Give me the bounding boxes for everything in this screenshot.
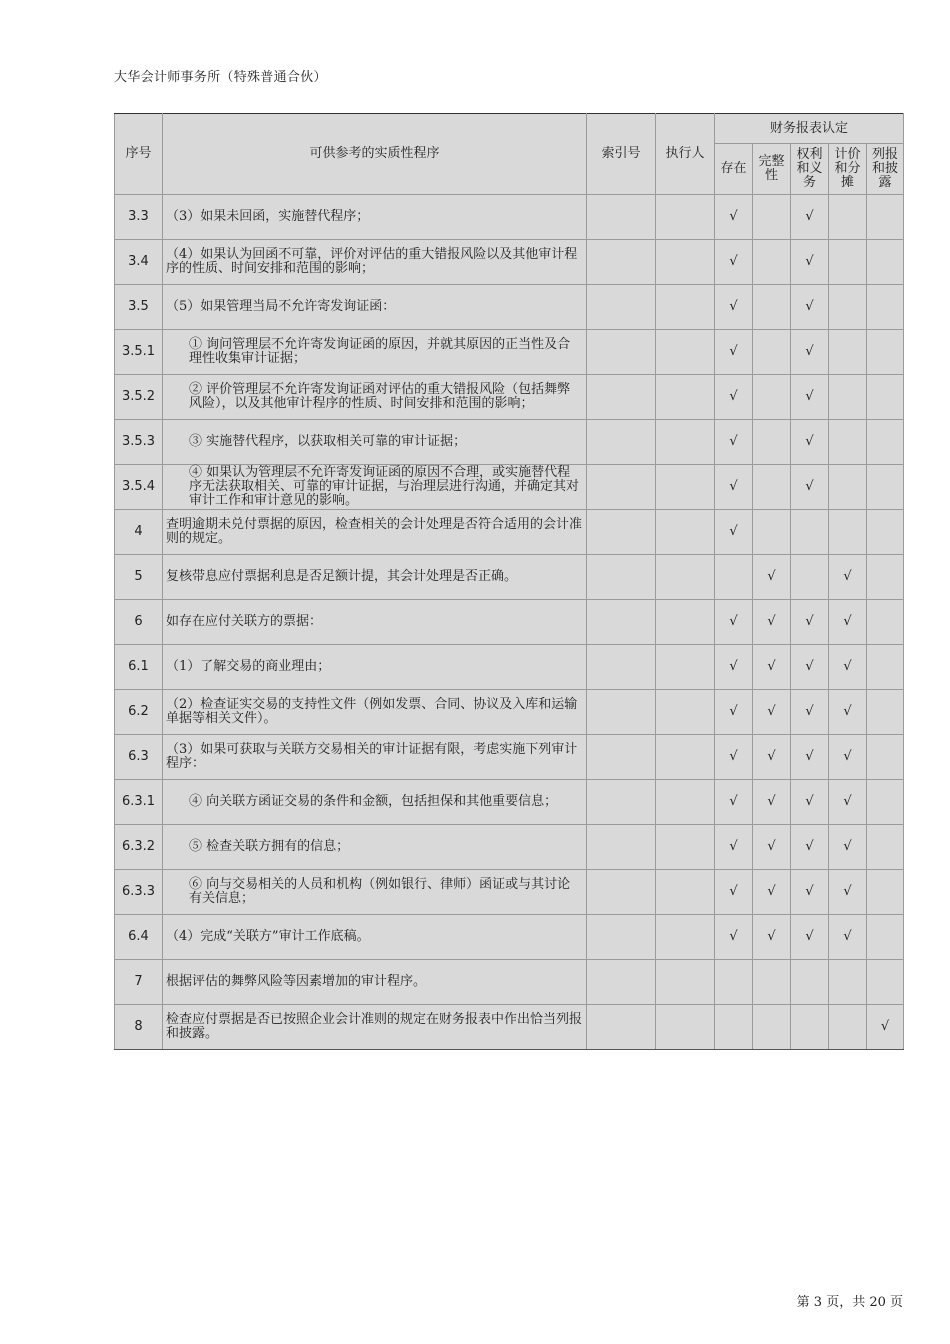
index-cell[interactable] bbox=[587, 420, 656, 465]
check-cell-valuation bbox=[829, 1005, 867, 1050]
check-cell-existence bbox=[715, 690, 753, 735]
check-cell-valuation bbox=[829, 420, 867, 465]
check-cell-completeness bbox=[753, 420, 791, 465]
check-cell-existence bbox=[715, 1005, 753, 1050]
check-cell-existence bbox=[715, 285, 753, 330]
check-cell-completeness bbox=[753, 555, 791, 600]
check-mark-icon: √ bbox=[805, 614, 814, 629]
procedure-text: （4）完成“关联方”审计工作底稿。 bbox=[163, 915, 587, 960]
check-mark-icon: √ bbox=[805, 479, 814, 494]
index-cell[interactable] bbox=[587, 285, 656, 330]
header-assertion-presentation: 列报和披露 bbox=[867, 144, 904, 195]
check-mark-icon: √ bbox=[729, 704, 738, 719]
check-cell-valuation bbox=[829, 555, 867, 600]
executor-cell[interactable] bbox=[656, 960, 715, 1005]
table-row bbox=[115, 960, 904, 1005]
procedure-text: 复核带息应付票据利息是否足额计提，其会计处理是否正确。 bbox=[163, 555, 587, 600]
check-cell-rights bbox=[791, 285, 829, 330]
row-number: 3.5.4 bbox=[115, 465, 163, 510]
check-cell-rights bbox=[791, 780, 829, 825]
procedure-table bbox=[114, 113, 904, 1050]
check-cell-rights bbox=[791, 825, 829, 870]
index-cell[interactable] bbox=[587, 915, 656, 960]
table-row bbox=[115, 1005, 904, 1050]
check-cell-presentation bbox=[867, 330, 904, 375]
executor-cell[interactable] bbox=[656, 735, 715, 780]
index-cell[interactable] bbox=[587, 735, 656, 780]
check-cell-rights bbox=[791, 240, 829, 285]
check-cell-valuation bbox=[829, 330, 867, 375]
row-number: 6.1 bbox=[115, 645, 163, 690]
check-cell-completeness bbox=[753, 465, 791, 510]
procedure-text: （3）如果可获取与关联方交易相关的审计证据有限，考虑实施下列审计程序： bbox=[163, 735, 587, 780]
check-cell-valuation bbox=[829, 510, 867, 555]
check-cell-presentation bbox=[867, 825, 904, 870]
table-row bbox=[115, 420, 904, 465]
index-cell[interactable] bbox=[587, 510, 656, 555]
check-cell-existence bbox=[715, 960, 753, 1005]
check-cell-completeness bbox=[753, 330, 791, 375]
check-cell-rights bbox=[791, 375, 829, 420]
page-number: 第 3 页，共 20 页 bbox=[796, 1295, 903, 1310]
procedure-text: 如存在应付关联方的票据： bbox=[163, 600, 587, 645]
check-cell-rights bbox=[791, 870, 829, 915]
table-row bbox=[115, 780, 904, 825]
check-cell-rights bbox=[791, 915, 829, 960]
procedure-text: ⑤ 检查关联方拥有的信息； bbox=[163, 825, 587, 870]
check-cell-existence bbox=[715, 600, 753, 645]
check-cell-completeness bbox=[753, 960, 791, 1005]
row-number: 6.3.1 bbox=[115, 780, 163, 825]
check-cell-valuation bbox=[829, 825, 867, 870]
check-mark-icon: √ bbox=[805, 794, 814, 809]
check-cell-completeness bbox=[753, 600, 791, 645]
check-cell-valuation bbox=[829, 690, 867, 735]
table-row bbox=[115, 465, 904, 510]
check-cell-existence bbox=[715, 870, 753, 915]
table-row bbox=[115, 240, 904, 285]
check-cell-completeness bbox=[753, 915, 791, 960]
procedure-text: ④ 如果认为管理层不允许寄发询证函的原因不合理，或实施替代程序无法获取相关、可靠的审计证据，与治理层进行沟通，并确定其对审计工作和审计意见的影响。 bbox=[163, 465, 587, 510]
check-cell-valuation bbox=[829, 960, 867, 1005]
row-number: 3.5 bbox=[115, 285, 163, 330]
check-mark-icon: √ bbox=[843, 839, 852, 854]
check-mark-icon: √ bbox=[805, 704, 814, 719]
index-cell[interactable] bbox=[587, 600, 656, 645]
check-cell-rights bbox=[791, 195, 829, 240]
row-number: 8 bbox=[115, 1005, 163, 1050]
check-mark-icon: √ bbox=[843, 749, 852, 764]
firm-name: 大华会计师事务所（特殊普通合伙） bbox=[114, 70, 327, 85]
check-mark-icon: √ bbox=[729, 884, 738, 899]
table-row bbox=[115, 690, 904, 735]
check-cell-existence bbox=[715, 195, 753, 240]
check-mark-icon: √ bbox=[805, 929, 814, 944]
check-cell-valuation bbox=[829, 780, 867, 825]
executor-cell[interactable] bbox=[656, 285, 715, 330]
executor-cell[interactable] bbox=[656, 915, 715, 960]
table-row bbox=[115, 285, 904, 330]
check-cell-existence bbox=[715, 420, 753, 465]
header-index: 索引号 bbox=[587, 114, 656, 195]
procedure-text: ① 询问管理层不允许寄发询证函的原因，并就其原因的正当性及合理性收集审计证据； bbox=[163, 330, 587, 375]
check-mark-icon: √ bbox=[729, 749, 738, 764]
procedure-text: ⑥ 向与交易相关的人员和机构（例如银行、律师）函证或与其讨论有关信息； bbox=[163, 870, 587, 915]
check-mark-icon: √ bbox=[729, 209, 738, 224]
check-mark-icon: √ bbox=[880, 1019, 890, 1034]
check-cell-presentation bbox=[867, 375, 904, 420]
check-cell-completeness bbox=[753, 285, 791, 330]
table-row bbox=[115, 330, 904, 375]
check-mark-icon: √ bbox=[767, 929, 776, 944]
check-cell-existence bbox=[715, 825, 753, 870]
check-cell-completeness bbox=[753, 690, 791, 735]
check-mark-icon: √ bbox=[767, 614, 776, 629]
check-mark-icon: √ bbox=[805, 659, 814, 674]
index-cell[interactable] bbox=[587, 375, 656, 420]
check-cell-presentation bbox=[867, 510, 904, 555]
header-procedure: 可供参考的实质性程序 bbox=[163, 114, 587, 195]
check-cell-presentation bbox=[867, 195, 904, 240]
check-cell-completeness bbox=[753, 870, 791, 915]
procedure-text: （4）如果认为回函不可靠，评价对评估的重大错报风险以及其他审计程序的性质、时间安排和范围的影响； bbox=[163, 240, 587, 285]
header-seq: 序号 bbox=[115, 114, 163, 195]
table-row bbox=[115, 870, 904, 915]
check-mark-icon: √ bbox=[729, 434, 738, 449]
check-mark-icon: √ bbox=[843, 614, 852, 629]
index-cell[interactable] bbox=[587, 690, 656, 735]
check-mark-icon: √ bbox=[729, 794, 738, 809]
check-cell-presentation bbox=[867, 780, 904, 825]
procedure-text: （3）如果未回函，实施替代程序； bbox=[163, 195, 587, 240]
index-cell[interactable] bbox=[587, 780, 656, 825]
check-cell-rights bbox=[791, 465, 829, 510]
check-cell-existence bbox=[715, 735, 753, 780]
executor-cell[interactable] bbox=[656, 825, 715, 870]
row-number: 6.3.3 bbox=[115, 870, 163, 915]
index-cell[interactable] bbox=[587, 240, 656, 285]
executor-cell[interactable] bbox=[656, 645, 715, 690]
procedure-text: （1）了解交易的商业理由； bbox=[163, 645, 587, 690]
procedure-text: ③ 实施替代程序，以获取相关可靠的审计证据； bbox=[163, 420, 587, 465]
check-cell-presentation bbox=[867, 240, 904, 285]
check-cell-completeness bbox=[753, 510, 791, 555]
check-mark-icon: √ bbox=[805, 209, 814, 224]
check-cell-presentation bbox=[867, 285, 904, 330]
index-cell[interactable] bbox=[587, 465, 656, 510]
executor-cell[interactable] bbox=[656, 555, 715, 600]
check-mark-icon: √ bbox=[805, 299, 814, 314]
check-cell-valuation bbox=[829, 735, 867, 780]
check-mark-icon: √ bbox=[767, 704, 776, 719]
check-mark-icon: √ bbox=[729, 524, 738, 539]
header-assertion-valuation: 计价和分摊 bbox=[829, 144, 867, 195]
check-mark-icon: √ bbox=[767, 794, 776, 809]
row-number: 5 bbox=[115, 555, 163, 600]
row-number: 3.5.3 bbox=[115, 420, 163, 465]
check-cell-completeness bbox=[753, 240, 791, 285]
table-row bbox=[115, 510, 904, 555]
index-cell[interactable] bbox=[587, 1005, 656, 1050]
check-mark-icon: √ bbox=[729, 479, 738, 494]
procedure-text: （2）检查证实交易的支持性文件（例如发票、合同、协议及入库和运输单据等相关文件）。 bbox=[163, 690, 587, 735]
header-assertions-group: 财务报表认定 bbox=[715, 114, 904, 144]
check-cell-completeness bbox=[753, 780, 791, 825]
check-cell-presentation bbox=[867, 915, 904, 960]
row-number: 6 bbox=[115, 600, 163, 645]
check-mark-icon: √ bbox=[843, 704, 852, 719]
row-number: 3.3 bbox=[115, 195, 163, 240]
check-cell-valuation bbox=[829, 915, 867, 960]
index-cell[interactable] bbox=[587, 645, 656, 690]
executor-cell[interactable] bbox=[656, 375, 715, 420]
row-number: 4 bbox=[115, 510, 163, 555]
check-mark-icon: √ bbox=[767, 839, 776, 854]
check-cell-completeness bbox=[753, 1005, 791, 1050]
check-mark-icon: √ bbox=[729, 614, 738, 629]
row-number: 3.5.2 bbox=[115, 375, 163, 420]
table-row bbox=[115, 375, 904, 420]
check-mark-icon: √ bbox=[729, 929, 738, 944]
check-mark-icon: √ bbox=[767, 749, 776, 764]
check-mark-icon: √ bbox=[767, 659, 776, 674]
check-cell-rights bbox=[791, 555, 829, 600]
check-mark-icon: √ bbox=[843, 929, 852, 944]
executor-cell[interactable] bbox=[656, 420, 715, 465]
header-executor: 执行人 bbox=[656, 114, 715, 195]
procedure-text: 查明逾期未兑付票据的原因，检查相关的会计处理是否符合适用的会计准则的规定。 bbox=[163, 510, 587, 555]
executor-cell[interactable] bbox=[656, 600, 715, 645]
check-cell-existence bbox=[715, 330, 753, 375]
row-number: 3.5.1 bbox=[115, 330, 163, 375]
check-cell-completeness bbox=[753, 375, 791, 420]
table-row bbox=[115, 195, 904, 240]
executor-cell[interactable] bbox=[656, 870, 715, 915]
check-mark-icon: √ bbox=[767, 884, 776, 899]
check-mark-icon: √ bbox=[805, 839, 814, 854]
index-cell[interactable] bbox=[587, 825, 656, 870]
check-cell-rights bbox=[791, 960, 829, 1005]
header-assertion-completeness: 完整性 bbox=[753, 144, 791, 195]
row-number: 6.4 bbox=[115, 915, 163, 960]
table-row bbox=[115, 915, 904, 960]
executor-cell[interactable] bbox=[656, 195, 715, 240]
check-cell-rights bbox=[791, 600, 829, 645]
index-cell[interactable] bbox=[587, 555, 656, 600]
check-cell-rights bbox=[791, 645, 829, 690]
index-cell[interactable] bbox=[587, 870, 656, 915]
check-cell-existence bbox=[715, 240, 753, 285]
row-number: 6.3.2 bbox=[115, 825, 163, 870]
check-mark-icon: √ bbox=[729, 389, 738, 404]
check-mark-icon: √ bbox=[805, 749, 814, 764]
check-cell-completeness bbox=[753, 825, 791, 870]
row-number: 6.3 bbox=[115, 735, 163, 780]
executor-cell[interactable] bbox=[656, 465, 715, 510]
check-mark-icon: √ bbox=[843, 569, 852, 584]
check-mark-icon: √ bbox=[805, 254, 814, 269]
check-cell-existence bbox=[715, 915, 753, 960]
check-cell-rights bbox=[791, 735, 829, 780]
check-mark-icon: √ bbox=[805, 884, 814, 899]
executor-cell[interactable] bbox=[656, 330, 715, 375]
check-mark-icon: √ bbox=[843, 794, 852, 809]
check-cell-valuation bbox=[829, 375, 867, 420]
check-cell-rights bbox=[791, 1005, 829, 1050]
check-cell-presentation bbox=[867, 735, 904, 780]
check-mark-icon: √ bbox=[805, 389, 814, 404]
check-cell-rights bbox=[791, 330, 829, 375]
check-mark-icon: √ bbox=[729, 659, 738, 674]
check-cell-rights bbox=[791, 510, 829, 555]
check-cell-valuation bbox=[829, 240, 867, 285]
check-cell-valuation bbox=[829, 465, 867, 510]
table-row bbox=[115, 735, 904, 780]
check-cell-presentation bbox=[867, 1005, 904, 1050]
executor-cell[interactable] bbox=[656, 690, 715, 735]
check-cell-existence bbox=[715, 555, 753, 600]
table-row bbox=[115, 645, 904, 690]
check-mark-icon: √ bbox=[805, 344, 814, 359]
check-mark-icon: √ bbox=[729, 344, 738, 359]
check-cell-presentation bbox=[867, 870, 904, 915]
check-cell-presentation bbox=[867, 960, 904, 1005]
check-cell-valuation bbox=[829, 195, 867, 240]
check-cell-completeness bbox=[753, 195, 791, 240]
check-cell-completeness bbox=[753, 645, 791, 690]
check-cell-rights bbox=[791, 420, 829, 465]
header-assertion-rights: 权利和义务 bbox=[791, 144, 829, 195]
procedure-text: 检查应付票据是否已按照企业会计准则的规定在财务报表中作出恰当列报和披露。 bbox=[163, 1005, 587, 1050]
check-cell-completeness bbox=[753, 735, 791, 780]
check-cell-rights bbox=[791, 690, 829, 735]
executor-cell[interactable] bbox=[656, 780, 715, 825]
procedure-text: 根据评估的舞弊风险等因素增加的审计程序。 bbox=[163, 960, 587, 1005]
check-cell-valuation bbox=[829, 645, 867, 690]
check-mark-icon: √ bbox=[729, 254, 738, 269]
check-cell-presentation bbox=[867, 690, 904, 735]
header-assertion-existence: 存在 bbox=[715, 144, 753, 195]
check-mark-icon: √ bbox=[843, 884, 852, 899]
executor-cell[interactable] bbox=[656, 240, 715, 285]
check-cell-valuation bbox=[829, 600, 867, 645]
check-mark-icon: √ bbox=[729, 839, 738, 854]
procedure-text: （5）如果管理当局不允许寄发询证函： bbox=[163, 285, 587, 330]
index-cell[interactable] bbox=[587, 195, 656, 240]
procedure-text: ④ 向关联方函证交易的条件和金额，包括担保和其他重要信息； bbox=[163, 780, 587, 825]
index-cell[interactable] bbox=[587, 960, 656, 1005]
check-cell-presentation bbox=[867, 465, 904, 510]
check-cell-valuation bbox=[829, 870, 867, 915]
index-cell[interactable] bbox=[587, 330, 656, 375]
check-mark-icon: √ bbox=[843, 659, 852, 674]
check-cell-presentation bbox=[867, 645, 904, 690]
check-mark-icon: √ bbox=[805, 434, 814, 449]
row-number: 3.4 bbox=[115, 240, 163, 285]
check-cell-existence bbox=[715, 780, 753, 825]
check-cell-existence bbox=[715, 465, 753, 510]
executor-cell[interactable] bbox=[656, 1005, 715, 1050]
table-row bbox=[115, 825, 904, 870]
table-row bbox=[115, 555, 904, 600]
check-cell-presentation bbox=[867, 555, 904, 600]
check-cell-presentation bbox=[867, 600, 904, 645]
table-row bbox=[115, 600, 904, 645]
check-cell-existence bbox=[715, 645, 753, 690]
check-cell-existence bbox=[715, 375, 753, 420]
procedure-text: ② 评价管理层不允许寄发询证函对评估的重大错报风险（包括舞弊风险），以及其他审计程序的性质、时间安排和范围的影响； bbox=[163, 375, 587, 420]
row-number: 7 bbox=[115, 960, 163, 1005]
check-cell-existence bbox=[715, 510, 753, 555]
row-number: 6.2 bbox=[115, 690, 163, 735]
check-mark-icon: √ bbox=[729, 299, 738, 314]
check-cell-presentation bbox=[867, 420, 904, 465]
check-cell-valuation bbox=[829, 285, 867, 330]
check-mark-icon: √ bbox=[767, 569, 776, 584]
executor-cell[interactable] bbox=[656, 510, 715, 555]
